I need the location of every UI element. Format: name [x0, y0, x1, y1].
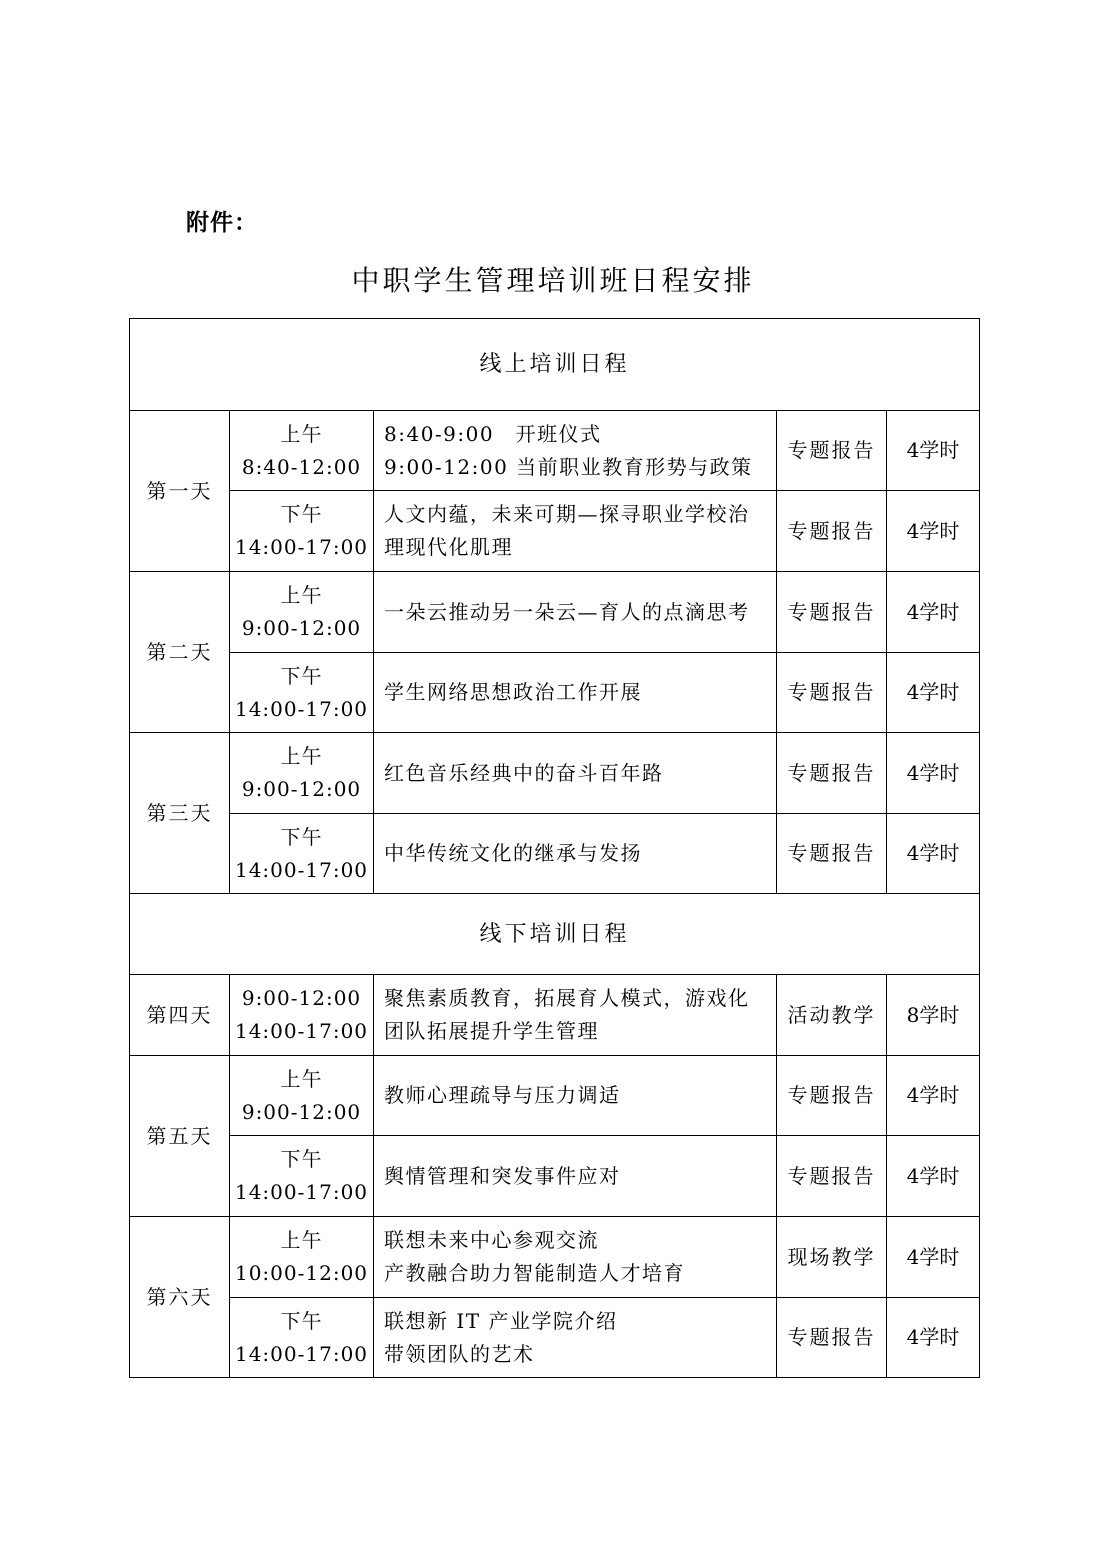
- session-type: 专题报告: [777, 733, 887, 814]
- session-type: 活动教学: [777, 975, 887, 1056]
- document-title: 中职学生管理培训班日程安排: [351, 264, 755, 297]
- table-row: [130, 1056, 980, 1136]
- day-label: 第五天: [130, 1056, 230, 1217]
- session-type: 专题报告: [777, 653, 887, 733]
- session-content: 学生网络思想政治工作开展: [374, 653, 777, 733]
- session-type: 专题报告: [777, 411, 887, 491]
- session-hours: 4学时: [887, 1298, 980, 1378]
- session-time: 上午 9:00-12:00: [230, 733, 374, 814]
- session-time: 上午 9:00-12:00: [230, 572, 374, 653]
- table-row: [130, 975, 980, 1056]
- session-time: 下午 14:00-17:00: [230, 1136, 374, 1217]
- session-hours: 4学时: [887, 733, 980, 814]
- session-time: 下午 14:00-17:00: [230, 814, 374, 894]
- session-hours: 4学时: [887, 1056, 980, 1136]
- table-row: [130, 653, 980, 733]
- session-hours: 4学时: [887, 653, 980, 733]
- section-row-offline: [130, 894, 980, 975]
- table-row: [130, 411, 980, 491]
- table-row: [130, 733, 980, 814]
- session-hours: 4学时: [887, 1136, 980, 1217]
- attachment-label: 附件：: [186, 210, 258, 236]
- session-type: 专题报告: [777, 1136, 887, 1217]
- session-hours: 4学时: [887, 814, 980, 894]
- section-header-online: 线上培训日程: [130, 319, 980, 411]
- session-time: 上午 9:00-12:00: [230, 1056, 374, 1136]
- session-time: 下午 14:00-17:00: [230, 1298, 374, 1378]
- schedule-table: [129, 318, 980, 1378]
- table-row: [130, 572, 980, 653]
- table-row: [130, 491, 980, 572]
- session-time: 下午 14:00-17:00: [230, 653, 374, 733]
- section-row-online: [130, 319, 980, 411]
- session-hours: 8学时: [887, 975, 980, 1056]
- day-label: 第二天: [130, 572, 230, 733]
- day-label: 第一天: [130, 411, 230, 572]
- session-type: 专题报告: [777, 814, 887, 894]
- session-content: 中华传统文化的继承与发扬: [374, 814, 777, 894]
- session-hours: 4学时: [887, 1217, 980, 1298]
- session-content: 聚焦素质教育，拓展育人模式，游戏化 团队拓展提升学生管理: [374, 975, 777, 1056]
- session-type: 专题报告: [777, 1056, 887, 1136]
- session-type: 现场教学: [777, 1217, 887, 1298]
- session-content: 人文内蕴，未来可期—探寻职业学校治 理现代化肌理: [374, 491, 777, 572]
- table-row: [130, 1136, 980, 1217]
- session-content: 联想未来中心参观交流 产教融合助力智能制造人才培育: [374, 1217, 777, 1298]
- session-time: 9:00-12:00 14:00-17:00: [230, 975, 374, 1056]
- session-hours: 4学时: [887, 572, 980, 653]
- table-row: [130, 1298, 980, 1378]
- session-content: 教师心理疏导与压力调适: [374, 1056, 777, 1136]
- session-type: 专题报告: [777, 1298, 887, 1378]
- table-row: [130, 814, 980, 894]
- session-time: 上午 8:40-12:00: [230, 411, 374, 491]
- session-time: 下午 14:00-17:00: [230, 491, 374, 572]
- table-row: [130, 1217, 980, 1298]
- session-type: 专题报告: [777, 491, 887, 572]
- session-content: 联想新 IT 产业学院介绍 带领团队的艺术: [374, 1298, 777, 1378]
- session-type: 专题报告: [777, 572, 887, 653]
- session-content: 红色音乐经典中的奋斗百年路: [374, 733, 777, 814]
- day-label: 第三天: [130, 733, 230, 894]
- session-content: 舆情管理和突发事件应对: [374, 1136, 777, 1217]
- session-hours: 4学时: [887, 491, 980, 572]
- session-content: 一朵云推动另一朵云—育人的点滴思考: [374, 572, 777, 653]
- session-content: 8:40-9:00 开班仪式 9:00-12:00 当前职业教育形势与政策: [374, 411, 777, 491]
- session-hours: 4学时: [887, 411, 980, 491]
- day-label: 第六天: [130, 1217, 230, 1378]
- day-label: 第四天: [130, 975, 230, 1056]
- section-header-offline: 线下培训日程: [130, 894, 980, 975]
- session-time: 上午 10:00-12:00: [230, 1217, 374, 1298]
